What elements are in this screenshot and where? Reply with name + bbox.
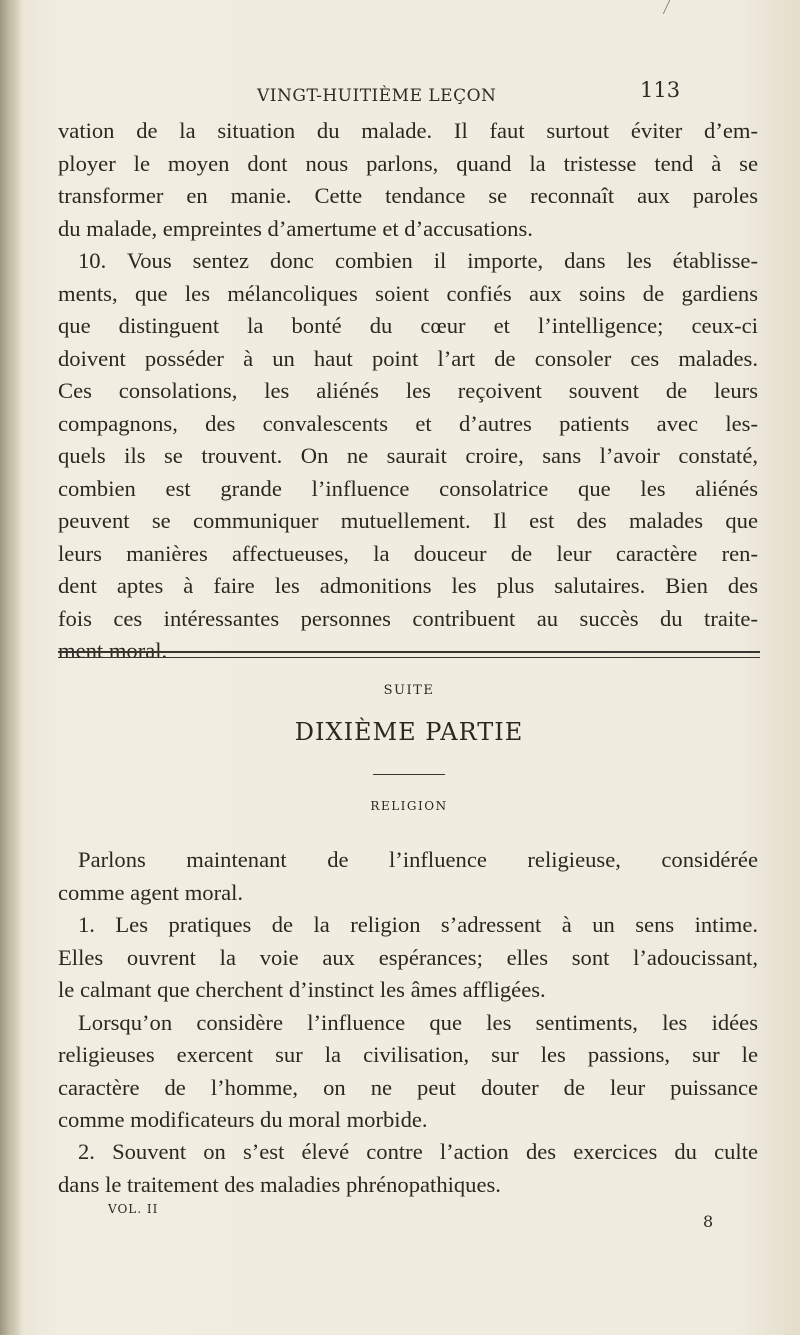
section-subject-label: RELIGION [370, 799, 448, 813]
section-suite-label: SUITE [383, 683, 435, 698]
text-line: comme agent moral. [58, 879, 244, 905]
text-line: Lorsqu’on considère l’influence que les sentiments, les idées [78, 1009, 758, 1035]
paragraph-2 [58, 1136, 758, 1201]
text-line: 10. Vous sentez donc combien il importe, dans les établisse- [78, 248, 758, 273]
text-line: ployer le moyen dont nous parlons, quand la tristesse tend à se [58, 150, 758, 176]
text-line: fois ces intéressantes personnes contribuent au succès du traite- [58, 605, 758, 631]
paragraph-intro [58, 844, 758, 909]
text-line: le calmant que cherchent d’instinct les âmes affligées. [58, 977, 546, 1002]
text-line: que distinguent la bonté du cœur et l’intelligence; ceux-ci [58, 313, 758, 338]
running-head-title: VINGT-HUITIÈME LEÇON [257, 86, 497, 106]
short-rule-divider [373, 774, 445, 775]
text-line: peuvent se communiquer mutuellement. Il est des malades que [58, 508, 758, 533]
text-line: dans le traitement des maladies phrénopathiques. [58, 1171, 501, 1197]
paragraph-top [58, 115, 758, 245]
text-line: du malade, empreintes d’amertume et d’accusations. [58, 215, 533, 241]
text-line: combien est grande l’influence consolatrice que les aliénés [58, 475, 758, 501]
footer-signature-mark: 8 [703, 1212, 714, 1231]
part-title: DIXIÈME PARTIE [294, 718, 524, 746]
text-line: ment moral. [58, 638, 168, 663]
text-line: transformer en manie. Cette tendance se reconnaît aux paroles [58, 183, 758, 208]
double-rule-divider [58, 651, 760, 658]
text-line: vation de la situation du malade. Il faut surtout éviter d’em- [58, 118, 758, 143]
text-line: ments, que les mélancoliques soient confiés aux soins de gardiens [58, 280, 758, 306]
paragraph-10 [58, 245, 758, 668]
text-line: quels ils se trouvent. On ne saurait croire, sans l’avoir constaté, [58, 443, 758, 468]
text-line: caractère de l’homme, on ne peut douter de leur puissance [58, 1074, 758, 1100]
text-line: compagnons, des convalescents et d’autres patients avec les- [58, 410, 758, 436]
text-line: dent aptes à faire les admonitions les plus salutaires. Bien des [58, 573, 758, 598]
text-line: doivent posséder à un haut point l’art de consoler ces malades. [58, 345, 758, 371]
text-line: religieuses exercent sur la civilisation, sur les passions, sur le [58, 1042, 758, 1067]
text-line: Parlons maintenant de l’influence religieuse, considérée [78, 847, 758, 872]
binding-shadow [0, 0, 22, 1335]
text-line: leurs manières affectueuses, la douceur de leur caractère ren- [58, 540, 758, 566]
text-line: Ces consolations, les aliénés les reçoivent souvent de leurs [58, 378, 758, 403]
page-number: 113 [640, 78, 681, 102]
text-line: comme modificateurs du moral morbide. [58, 1107, 428, 1132]
paragraph-1 [58, 909, 758, 1137]
text-line: 1. Les pratiques de la religion s’adressent à un sens intime. [78, 912, 758, 937]
page-scratch-mark [657, 0, 671, 14]
text-line: Elles ouvrent la voie aux espérances; elles sont l’adoucissant, [58, 944, 758, 970]
footer-volume: VOL. II [108, 1202, 159, 1216]
text-line: 2. Souvent on s’est élevé contre l’action des exercices du culte [78, 1139, 758, 1164]
